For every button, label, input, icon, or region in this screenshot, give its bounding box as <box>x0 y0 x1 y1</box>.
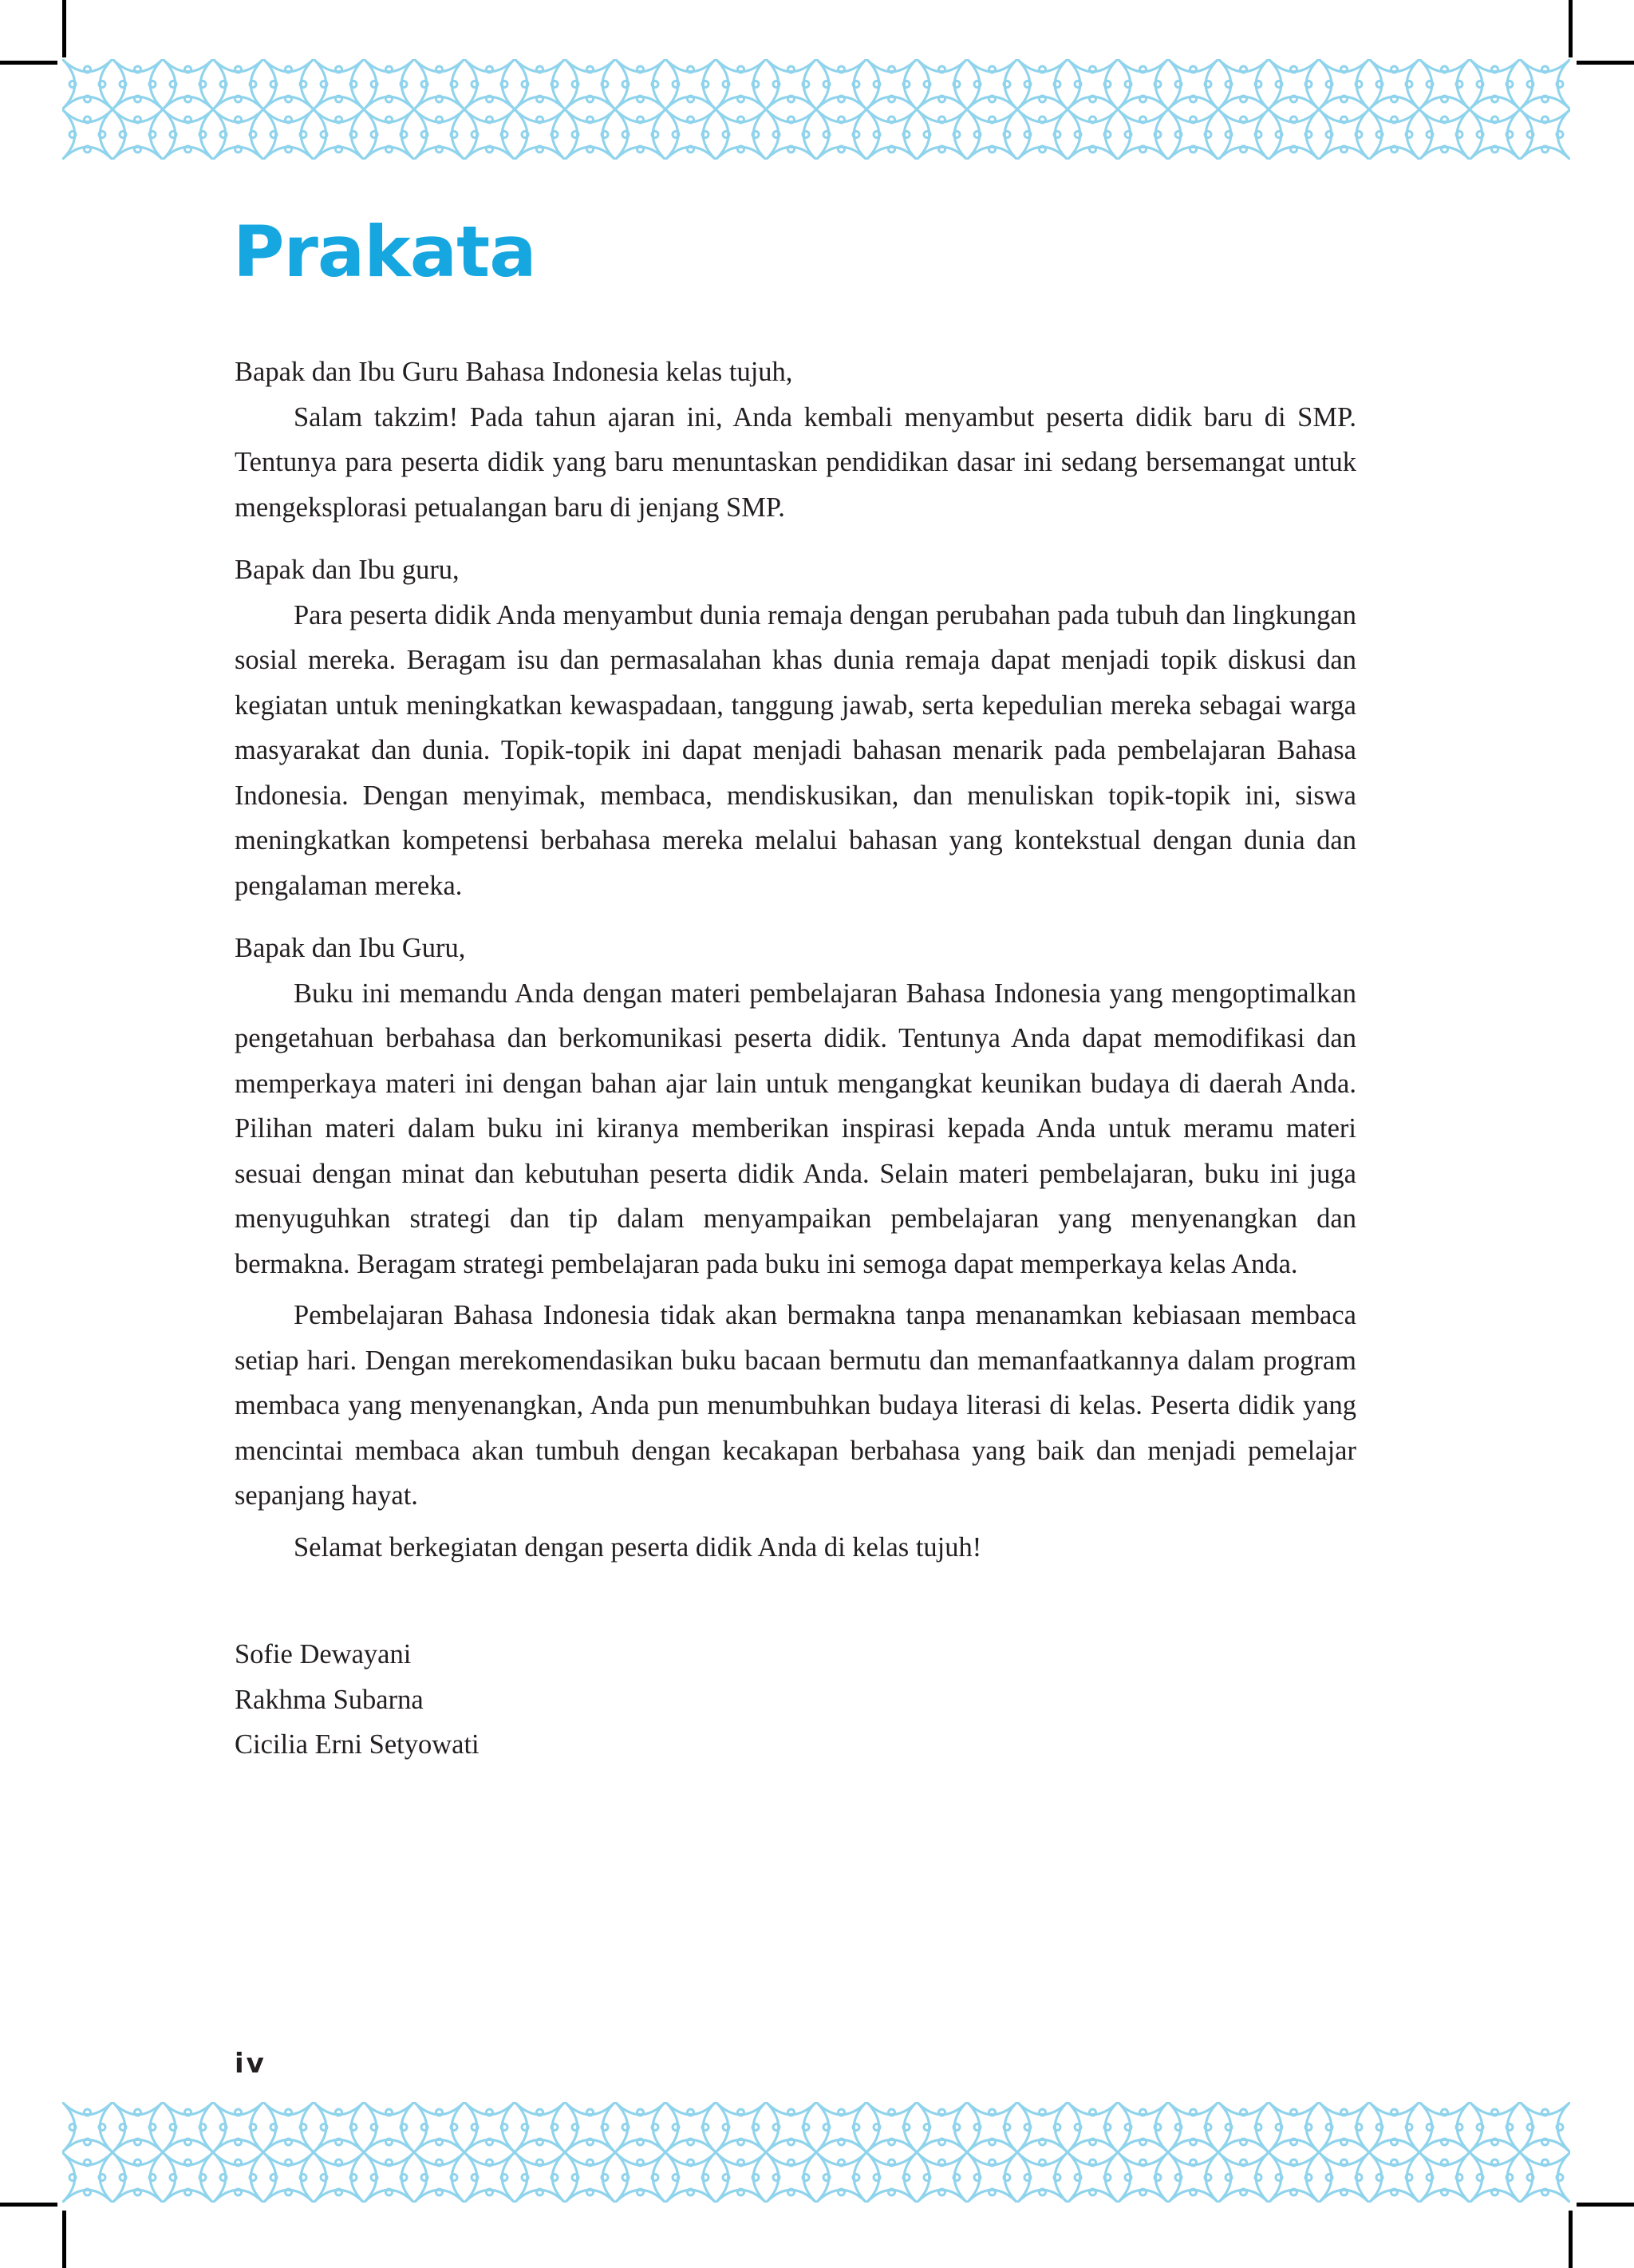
crop-mark-bottom-left-vertical <box>62 2211 66 2268</box>
author-name: Rakhma Subarna <box>235 1684 424 1715</box>
closing-line: Selamat berkegiatan dengan peserta didik Anda di kelas tujuh! <box>294 1531 982 1563</box>
footer-pattern-band <box>62 2102 1570 2203</box>
author-name: Cicilia Erni Setyowati <box>235 1729 480 1760</box>
crop-mark-top-right-horizontal <box>1577 61 1634 65</box>
crop-mark-top-left-horizontal <box>0 61 57 65</box>
preface-body <box>235 350 1356 1768</box>
salutation-teachers-3: Bapak dan Ibu Guru, <box>235 933 466 963</box>
page-title: Prakata <box>233 211 536 293</box>
crop-mark-bottom-right-vertical <box>1569 2211 1573 2268</box>
crop-mark-bottom-left-horizontal <box>0 2203 57 2207</box>
salutation-teachers-grade-7: Bapak dan Ibu Guru Bahasa Indonesia kelas tujuh, <box>235 357 793 387</box>
salutation-teachers-2: Bapak dan Ibu guru, <box>235 555 460 585</box>
crop-mark-top-right-vertical <box>1569 0 1573 57</box>
paragraph-reading-habit: Pembelajaran Bahasa Indonesia tidak akan bermakna tanpa menanamkan kebiasaan membaca setiap hari. Dengan merekomendasikan buku bacaan bermutu dan memanfaatkannya dalam program membaca yang menyenangkan, Anda pun menumbuhkan budaya literasi di kelas. Peserta didik yang mencintai membaca akan tumbuh dengan kecakapan berbahasa yang baik dan menjadi pemelajar sepanjang hayat. <box>235 1300 1356 1511</box>
crop-mark-bottom-right-horizontal <box>1577 2203 1634 2207</box>
author-name: Sofie Dewayani <box>235 1639 412 1669</box>
paragraph-teen-world: Para peserta didik Anda menyambut dunia remaja dengan perubahan pada tubuh dan lingkungan sosial mereka. Beragam isu dan permasalahan khas dunia remaja dapat menjadi topik diskusi dan kegiatan untuk meningkatkan kewaspadaan, tanggung jawab, serta kepedulian mereka sebagai warga masyarakat dan dunia. Topik-topik ini dapat menjadi bahasan menarik pada pembelajaran Bahasa Indonesia. Dengan menyimak, membaca, mendiskusikan, dan menuliskan topik-topik ini, siswa meningkatkan kompetensi berbahasa mereka melalui bahasan yang kontekstual dengan dunia dan pengalaman mereka. <box>235 599 1356 901</box>
paragraph-book-guide: Buku ini memandu Anda dengan materi pembelajaran Bahasa Indonesia yang mengoptimalkan pengetahuan berbahasa dan berkomunikasi peserta didik. Tentunya Anda dapat memodifikasi dan memperkaya materi ini dengan bahan ajar lain untuk mengangkat keunikan budaya di daerah Anda. Pilihan materi dalam buku ini kiranya memberikan inspirasi kepada Anda untuk meramu materi sesuai dengan minat dan kebutuhan peserta didik Anda. Selain materi pembelajaran, buku ini juga menyuguhkan strategi dan tip dalam menyampaikan pembelajaran yang menyenangkan dan bermakna. Beragam strategi pembelajaran pada buku ini semoga dapat memperkaya kelas Anda. <box>235 978 1356 1279</box>
page-number: iv <box>235 2048 266 2080</box>
header-pattern <box>62 59 1570 160</box>
crop-mark-top-left-vertical <box>62 0 66 57</box>
footer-pattern <box>62 2102 1570 2203</box>
author-list <box>235 1632 1356 1768</box>
header-pattern-band <box>62 59 1570 160</box>
paragraph-welcome: Salam takzim! Pada tahun ajaran ini, Anda kembali menyambut peserta didik baru di SMP. Tentunya para peserta didik yang baru menuntaskan pendidikan dasar ini sedang bersemangat untuk mengeksplorasi petualangan baru di jenjang SMP. <box>235 401 1356 523</box>
